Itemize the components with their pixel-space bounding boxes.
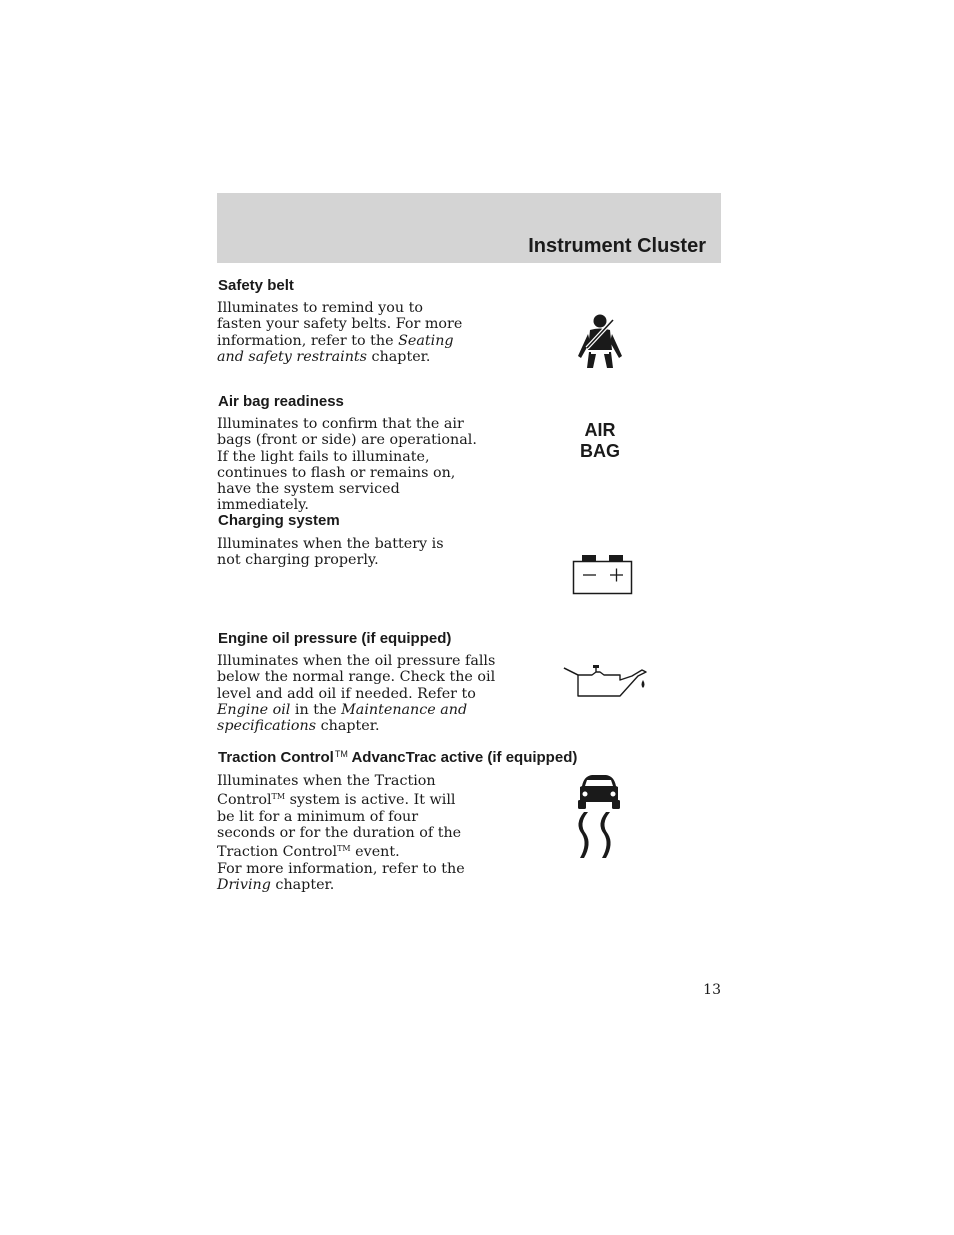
safety-belt-description: Illuminates to remind you to fasten your safety belts. For more information, refer to the Seating and safety restraints chapter. bbox=[217, 300, 463, 365]
skidding-car-icon bbox=[572, 772, 626, 860]
maintenance-chapter-reference: Maintenance and specifications bbox=[217, 701, 468, 735]
charging-system-heading: Charging system bbox=[218, 512, 340, 529]
air-bag-icon-line1: AIR bbox=[584, 420, 616, 440]
seating-chapter-reference: Seating and safety restraints bbox=[217, 332, 454, 365]
battery-icon bbox=[572, 554, 634, 596]
air-bag-heading: Air bag readiness bbox=[218, 393, 344, 410]
oil-can-icon bbox=[560, 660, 650, 700]
page-number: 13 bbox=[703, 982, 721, 998]
trademark-mark: TM bbox=[334, 749, 348, 759]
traction-control-heading: Traction Control™ AdvancTrac active (if equipped) bbox=[218, 749, 578, 766]
air-bag-warning-icon bbox=[569, 420, 631, 462]
air-bag-description: Illuminates to confirm that the air bags (front or side) are operational. If the light fails to illuminate, continues to flash or remains on, have the system serviced immediately. bbox=[217, 416, 477, 514]
charging-system-description: Illuminates when the battery is not charging properly. bbox=[217, 536, 444, 569]
chapter-header bbox=[217, 193, 721, 263]
driving-chapter-reference: Driving bbox=[217, 877, 271, 894]
oil-pressure-description: Illuminates when the oil pressure falls below the normal range. Check the oil level and add oil if needed. Refer to Engine oil in the Maintenance and specifications chapter. bbox=[217, 653, 496, 735]
safety-belt-heading: Safety belt bbox=[218, 277, 294, 294]
chapter-title: Instrument Cluster bbox=[528, 235, 706, 257]
safety-belt-icon bbox=[575, 312, 625, 370]
engine-oil-reference: Engine oil bbox=[217, 701, 291, 718]
oil-pressure-heading: Engine oil pressure (if equipped) bbox=[218, 630, 452, 647]
air-bag-icon-line2: BAG bbox=[580, 441, 620, 461]
traction-control-more-info: For more information, refer to the Driving chapter. bbox=[217, 861, 465, 894]
traction-control-description: Illuminates when the Traction Control™ system is active. It will be lit for a minimum of four seconds or for the duration of the Traction Control™ event. bbox=[217, 773, 462, 861]
